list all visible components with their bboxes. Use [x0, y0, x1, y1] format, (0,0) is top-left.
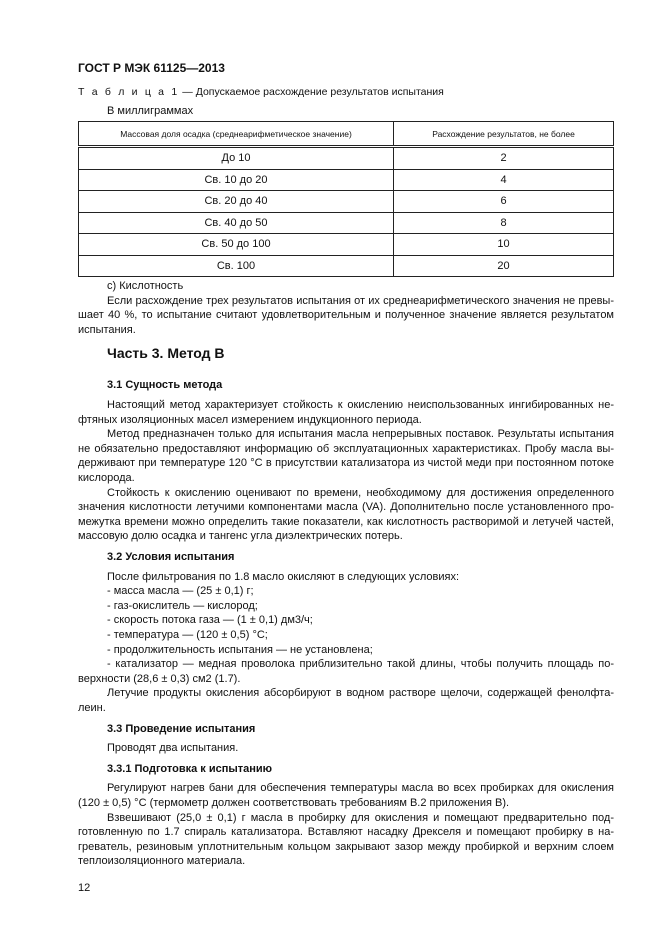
table-caption-text: — Допускаемое расхождение результатов испытания: [179, 86, 444, 98]
mass-range-cell: Св. 50 до 100: [79, 234, 394, 256]
text-line: - катализатор — медная проволока приблизительно такой длины, чтобы получить площадь по-: [107, 658, 614, 671]
document-header: ГОСТ Р МЭК 61125—2013: [78, 61, 225, 75]
paragraph: [78, 294, 614, 338]
text-line: Регулируют нагрев бани для обеспечения температуры масла во всех пробирках для окисления: [107, 782, 614, 795]
text-line: - газ-окислитель — кислород;: [107, 599, 258, 612]
text-line: - температура — (120 ± 0,5) °С;: [107, 629, 268, 641]
paragraph: [78, 628, 614, 643]
text-line: - продолжительность испытания — не установлена;: [107, 643, 373, 656]
text-line: - скорость потока газа — (1 ± 0,1) дм3/ч;: [107, 614, 313, 627]
paragraph: [78, 584, 614, 599]
text-line: массовую долю осадка и тангенс угла диэлектрических потерь.: [78, 530, 403, 543]
tolerance-cell: 6: [394, 191, 614, 213]
table-row: [79, 147, 614, 170]
text-line: верхности (28,6 ± 0,3) см2 (1.7).: [78, 672, 241, 685]
table-caption: [78, 86, 444, 98]
text-line: (120 ± 0,5) °С (термометр должен соответствовать требованиям В.2 приложения В).: [78, 796, 510, 809]
text-line: Взвешивают (25,0 ± 0,1) г масла в пробирку для окисления и помещают предварительно под-: [107, 811, 614, 824]
text-line: фтяных изоляционных масел измерением индукционного периода.: [78, 413, 422, 426]
table-header-row: [79, 122, 614, 147]
text-line: Проводят два испытания.: [107, 742, 239, 755]
tolerance-cell: 8: [394, 212, 614, 234]
text-line: кислорода.: [78, 471, 135, 484]
table-row: [79, 255, 614, 277]
paragraph: [78, 643, 614, 658]
table-row: [79, 234, 614, 256]
text-line: 3.3.1 Подготовка к испытанию: [107, 762, 273, 775]
text-line: межутка времени можно определить такие показатели, как кислотность растворимой и летучей частей,: [78, 515, 614, 528]
text-line: леин.: [78, 701, 106, 714]
text-line: греватель, резиновым уплотнительным кольцом закрывают зазор между пробиркой и верхним слоем: [78, 840, 614, 853]
text-line: - масса масла — (25 ± 0,1) г;: [107, 585, 254, 598]
paragraph: [78, 781, 614, 810]
section-heading: [78, 378, 614, 393]
paragraph: [78, 599, 614, 614]
text-line: не обязательно предоставляют информацию об эксплуатационных характеристиках. Пробу масла вы-: [78, 442, 614, 455]
paragraph: [78, 741, 614, 756]
text-line: 3.1 Сущность метода: [107, 379, 223, 392]
paragraph: [78, 657, 614, 686]
text-line: После фильтрования по 1.8 масло окисляют в следующих условиях:: [107, 570, 460, 583]
column-header: Расхождение результатов, не более: [394, 122, 614, 147]
text-line: Настоящий метод характеризует стойкость к окислению неиспользованных ингибированных не-: [107, 399, 614, 411]
mass-range-cell: Св. 10 до 20: [79, 169, 394, 191]
paragraph: [78, 486, 614, 544]
text-line: держивают при температуре 120 °С в присутствии катализатора из чистой меди при постоянном потоке: [78, 457, 614, 470]
tolerance-cell: 20: [394, 255, 614, 277]
section-heading: [78, 550, 614, 565]
paragraph: [78, 686, 614, 715]
text-line: шает 40 %, то испытание считают удовлетворительным и полученное значение является результатом: [78, 309, 614, 322]
text-line: Если расхождение трех результатов испытания от их среднеарифметического значения не превы-: [107, 294, 614, 307]
tolerance-table: [78, 121, 614, 277]
tolerance-cell: 10: [394, 234, 614, 256]
section-heading: [78, 722, 614, 737]
text-line: c) Кислотность: [107, 280, 184, 292]
column-header: Массовая доля осадка (среднеарифметическое значение): [79, 122, 394, 147]
text-line: 3.3 Проведение испытания: [107, 722, 256, 735]
section-heading: [78, 762, 614, 777]
mass-range-cell: До 10: [79, 147, 394, 170]
text-line: Летучие продукты окисления абсорбируют в водном растворе щелочи, содержащей фенолфта-: [107, 687, 614, 700]
text-line: Метод предназначен только для испытания масла непрерывных поставок. Результаты испытания: [107, 428, 614, 441]
text-line: испытания.: [78, 323, 136, 336]
paragraph: [78, 570, 614, 585]
text-line: значения кислотности летучими компонентами масла (VA). Дополнительно после установленного про-: [78, 501, 614, 514]
paragraph: [78, 427, 614, 485]
tolerance-cell: 4: [394, 169, 614, 191]
table-units: В миллиграммах: [107, 105, 194, 117]
paragraph: [78, 398, 614, 427]
table-row: [79, 212, 614, 234]
mass-range-cell: Св. 20 до 40: [79, 191, 394, 213]
table-row: [79, 191, 614, 213]
text-line: Стойкость к окислению оценивают по времени, необходимому для достижения определенного: [107, 486, 614, 499]
section-heading: [78, 344, 614, 362]
paragraph: [78, 279, 614, 294]
text-line: 3.2 Условия испытания: [107, 551, 235, 563]
mass-range-cell: Св. 100: [79, 255, 394, 277]
table-row: [79, 169, 614, 191]
paragraph: [78, 613, 614, 628]
mass-range-cell: Св. 40 до 50: [79, 212, 394, 234]
tolerance-cell: 2: [394, 147, 614, 170]
text-line: теплоизоляционного материала.: [78, 855, 246, 868]
text-line: готовленную по 1.7 спираль катализатора. Вставляют насадку Дрекселя и помещают пробирку в на-: [78, 826, 614, 839]
table-caption-label: Т а б л и ц а 1: [78, 86, 180, 98]
text-line: Часть 3. Метод В: [107, 345, 225, 362]
page-number: 12: [78, 882, 91, 894]
paragraph: [78, 811, 614, 869]
